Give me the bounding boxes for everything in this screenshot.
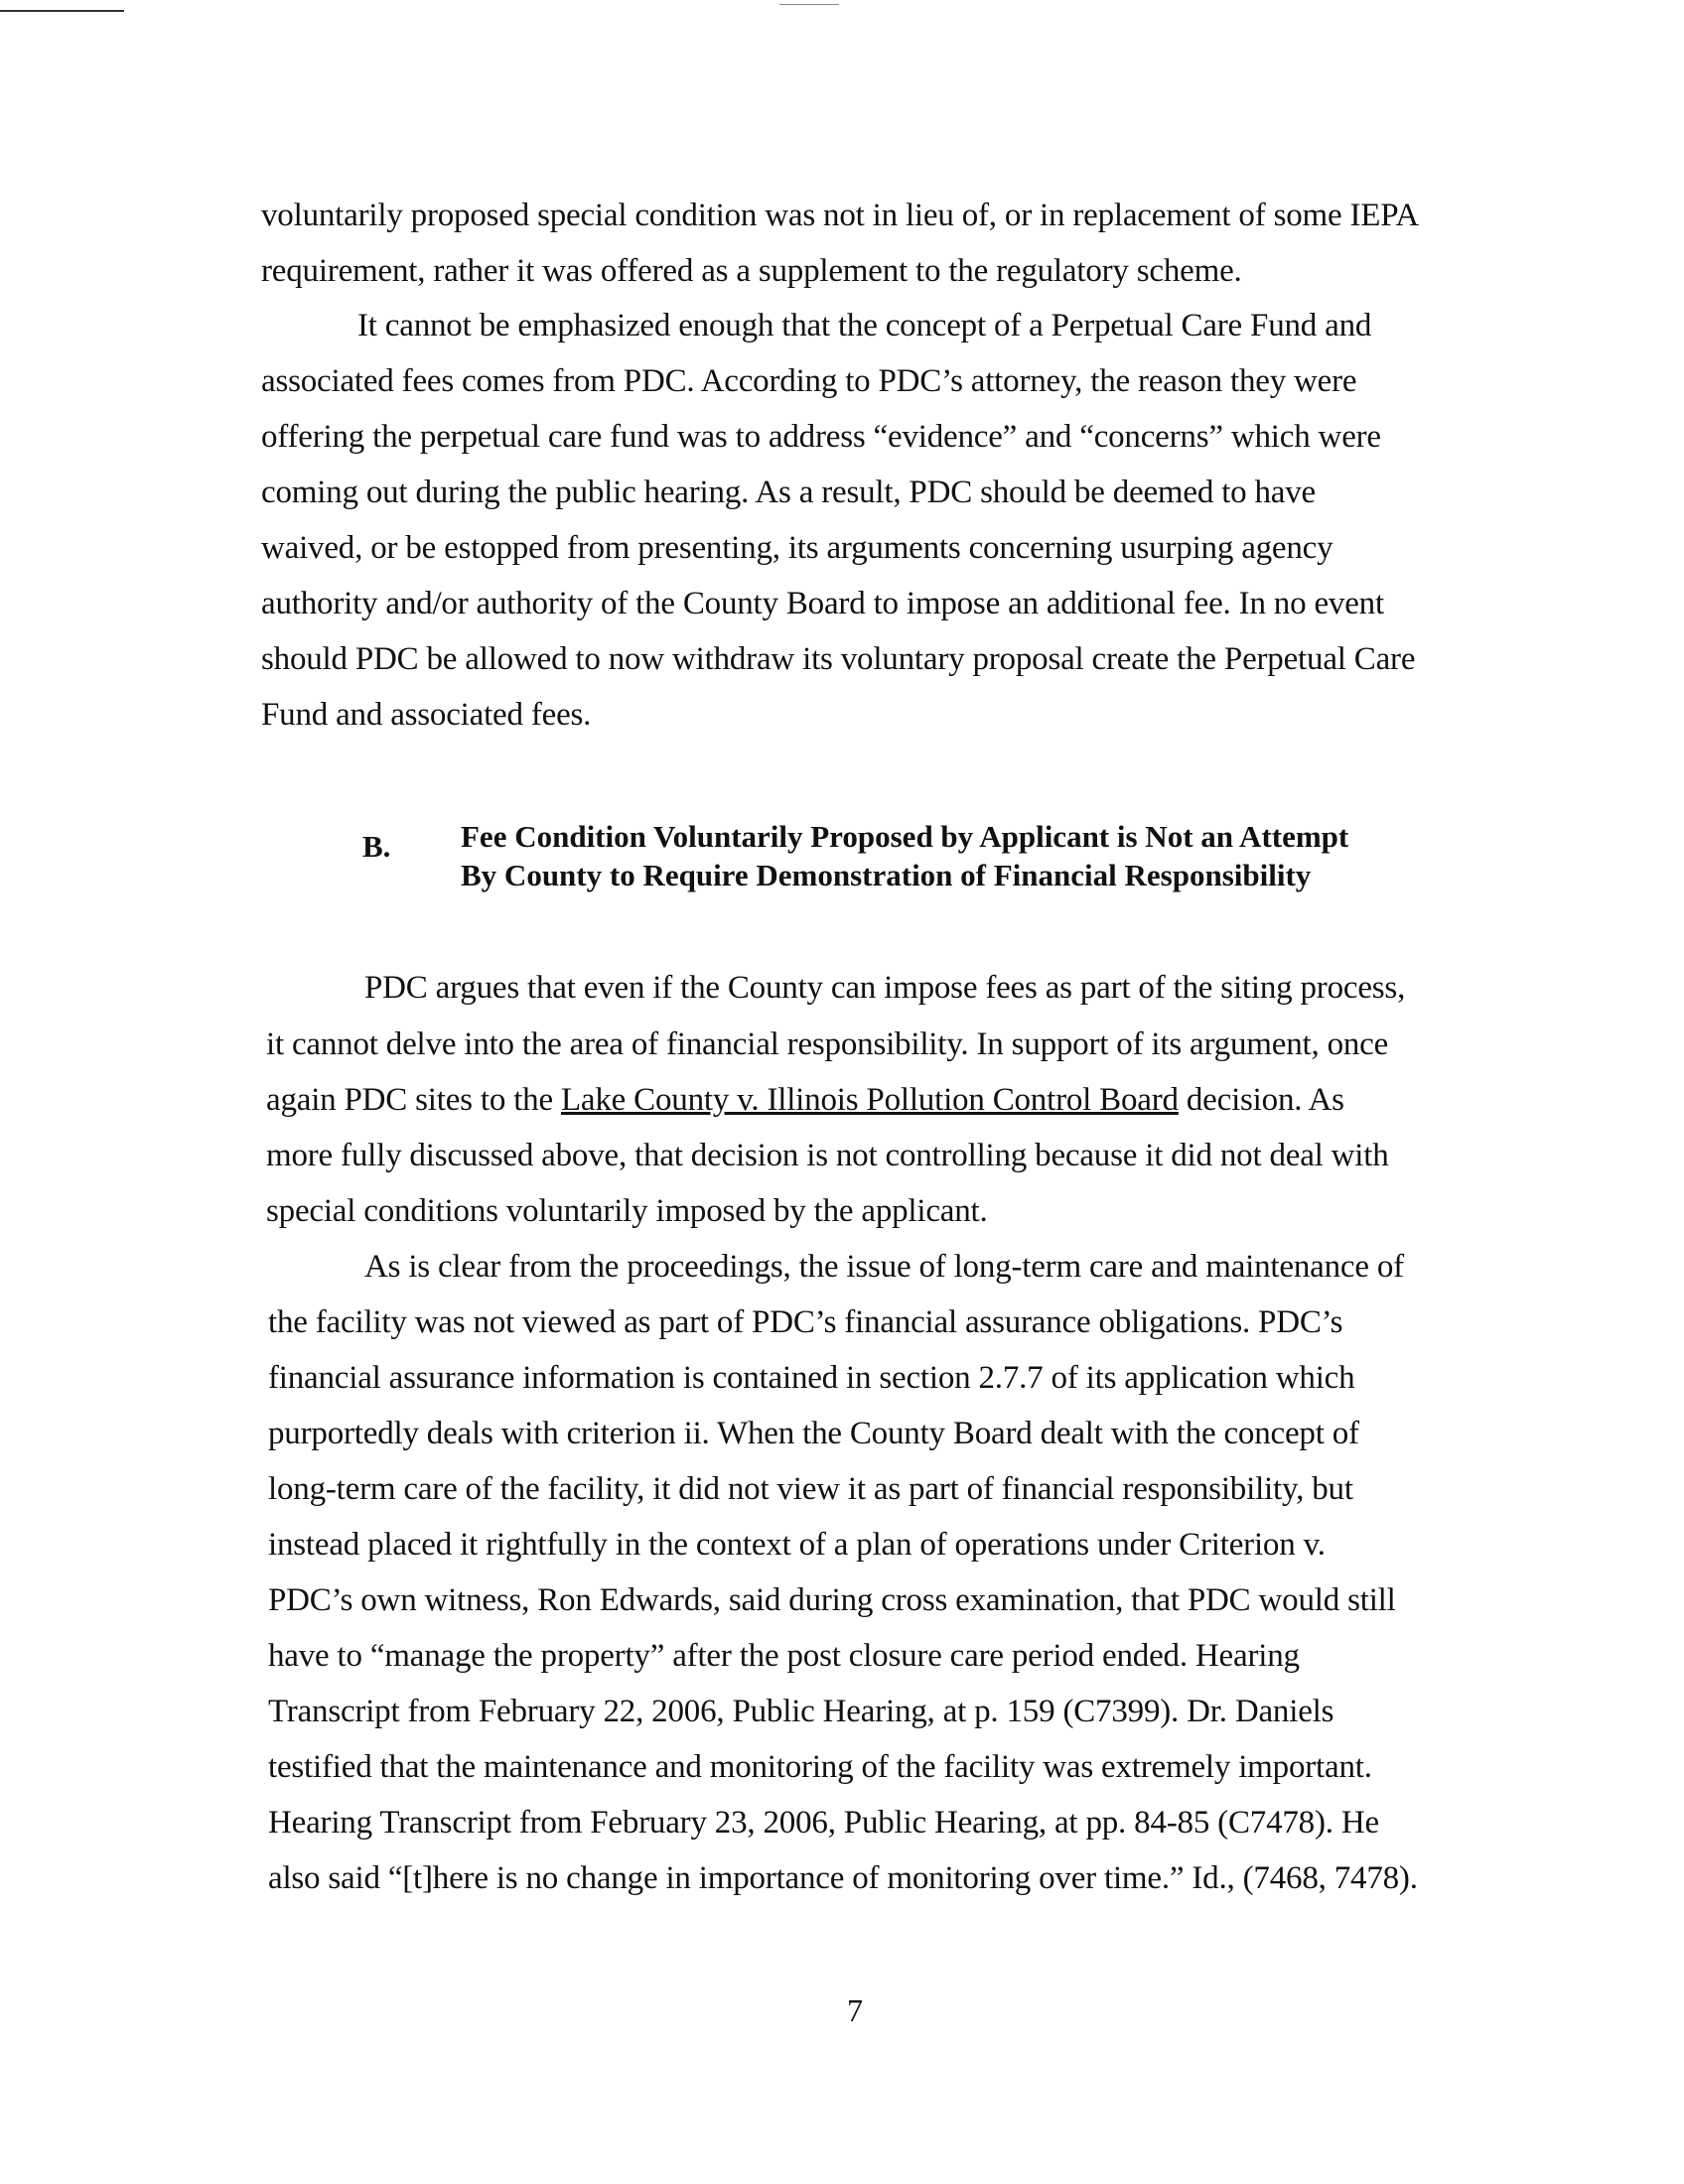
paragraph-2-line-5: waived, or be estopped from presenting, its arguments concerning usurping agency: [261, 530, 1333, 566]
section-title-line-2: By County to Require Demonstration of Financial Responsibility: [461, 858, 1312, 892]
paragraph-2-line-7: should PDC be allowed to now withdraw its voluntary proposal create the Perpetual Care: [261, 641, 1416, 677]
paragraph-2-line-4: coming out during the public hearing. As a result, PDC should be deemed to have: [261, 475, 1317, 510]
paragraph-4-line-4: purportedly deals with criterion ii. When the County Board dealt with the concept of: [268, 1416, 1359, 1451]
paragraph-3-line-3-before: again PDC sites to the: [266, 1082, 561, 1118]
paragraph-3-line-5: special conditions voluntarily imposed by the applicant.: [266, 1193, 988, 1229]
case-citation: Lake County v. Illinois Pollution Control Board: [560, 1082, 1179, 1118]
paragraph-3-line-3-after: decision. As: [1178, 1082, 1344, 1118]
paragraph-2-line-2: associated fees comes from PDC. According to PDC’s attorney, the reason they were: [261, 363, 1357, 399]
paragraph-2-line-6: authority and/or authority of the County Board to impose an additional fee. In no event: [261, 586, 1384, 621]
paragraph-3-line-1: PDC argues that even if the County can impose fees as part of the siting process,: [364, 970, 1406, 1006]
section-title-line-1: Fee Condition Voluntarily Proposed by Applicant is Not an Attempt: [461, 819, 1349, 854]
paragraph-4-line-5: long-term care of the facility, it did not view it as part of financial responsibility, but: [268, 1471, 1353, 1507]
paragraph-4-line-6: instead placed it rightfully in the context of a plan of operations under Criterion v.: [268, 1527, 1326, 1563]
paragraph-2-line-3: offering the perpetual care fund was to address “evidence” and “concerns” which were: [261, 419, 1381, 455]
section-letter: B.: [362, 829, 391, 864]
paragraph-4-line-8: have to “manage the property” after the post closure care period ended. Hearing: [268, 1638, 1300, 1674]
paragraph-4-line-3: financial assurance information is contained in section 2.7.7 of its application which: [268, 1360, 1355, 1396]
paragraph-4-line-1: As is clear from the proceedings, the issue of long-term care and maintenance of: [364, 1249, 1404, 1285]
paragraph-2-line-8: Fund and associated fees.: [261, 697, 592, 733]
paragraph-4-line-11: Hearing Transcript from February 23, 2006, Public Hearing, at pp. 84-85 (C7478). He: [268, 1805, 1379, 1841]
scan-artifact-center: [779, 4, 839, 5]
paragraph-4-line-2: the facility was not viewed as part of PDC’s financial assurance obligations. PDC’s: [268, 1304, 1343, 1340]
paragraph-4-line-10: testified that the maintenance and monitoring of the facility was extremely important.: [268, 1749, 1372, 1785]
paragraph-4-line-12: also said “[t]here is no change in importance of monitoring over time.” Id., (7468, 7478).: [268, 1860, 1418, 1896]
page-number: 7: [847, 1992, 863, 2028]
paragraph-4-line-9: Transcript from February 22, 2006, Public Hearing, at p. 159 (C7399). Dr. Daniels: [268, 1694, 1334, 1729]
scan-artifact-left: [0, 10, 124, 12]
paragraph-2-line-1: It cannot be emphasized enough that the concept of a Perpetual Care Fund and: [357, 308, 1372, 343]
paragraph-1-line-2: requirement, rather it was offered as a supplement to the regulatory scheme.: [261, 253, 1242, 289]
paragraph-3-line-4: more fully discussed above, that decision is not controlling because it did not deal with: [266, 1138, 1389, 1173]
paragraph-3-line-3: [266, 1080, 1344, 1120]
paragraph-1-line-1: voluntarily proposed special condition was not in lieu of, or in replacement of some IEPA: [261, 198, 1419, 233]
paragraph-4-line-7: PDC’s own witness, Ron Edwards, said during cross examination, that PDC would still: [268, 1582, 1396, 1618]
paragraph-3-line-2: it cannot delve into the area of financial responsibility. In support of its argument, once: [266, 1026, 1389, 1062]
